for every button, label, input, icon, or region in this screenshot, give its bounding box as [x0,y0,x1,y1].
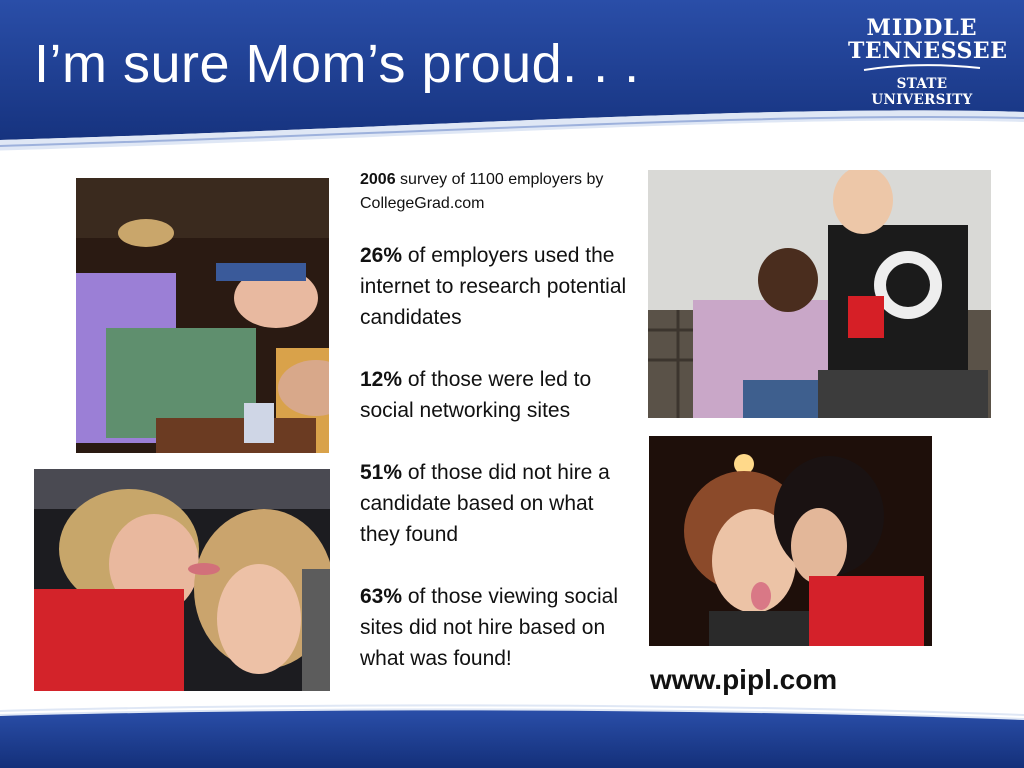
survey-source [360,168,630,216]
stat-text: of those viewing social sites did not hire based on what was found! [360,585,618,670]
stat-value: 51% [360,461,403,484]
stat-text: of those did not hire a candidate based on what they found [360,461,610,546]
stat-value: 26% [360,244,403,267]
stat-value: 12% [360,368,403,391]
stat-text: of employers used the internet to research potential candidates [360,244,627,329]
stat-item [360,457,630,550]
photo-top-left [76,178,329,453]
party-photo-icon [648,170,991,418]
slide-title: I’m sure Mom’s proud. . . [34,34,640,94]
stat-item [360,240,630,333]
footer-band [0,700,1024,768]
party-photo-icon [649,436,932,646]
stat-value: 63% [360,585,403,608]
website-link[interactable]: www.pipl.com [650,664,838,695]
survey-year: 2006 [360,171,396,188]
survey-text-column [360,168,630,674]
party-photo-icon [76,178,329,453]
survey-description: survey of 1100 employers by CollegeGrad.com [360,171,604,212]
logo-line-3: STATE UNIVERSITY [871,76,973,108]
header-band [0,0,1024,160]
stat-item [360,364,630,426]
logo-swoosh-icon [862,64,982,72]
logo-line-2: TENNESSEE [848,38,1008,64]
photo-bottom-left [34,469,330,691]
photo-top-right [648,170,991,418]
logo-line-1: MIDDLE [866,15,978,41]
stat-item [360,581,630,674]
stat-text: of those were led to social networking sites [360,368,592,422]
photo-bottom-right [649,436,932,646]
university-logo [848,15,1008,108]
party-photo-icon [34,469,330,691]
